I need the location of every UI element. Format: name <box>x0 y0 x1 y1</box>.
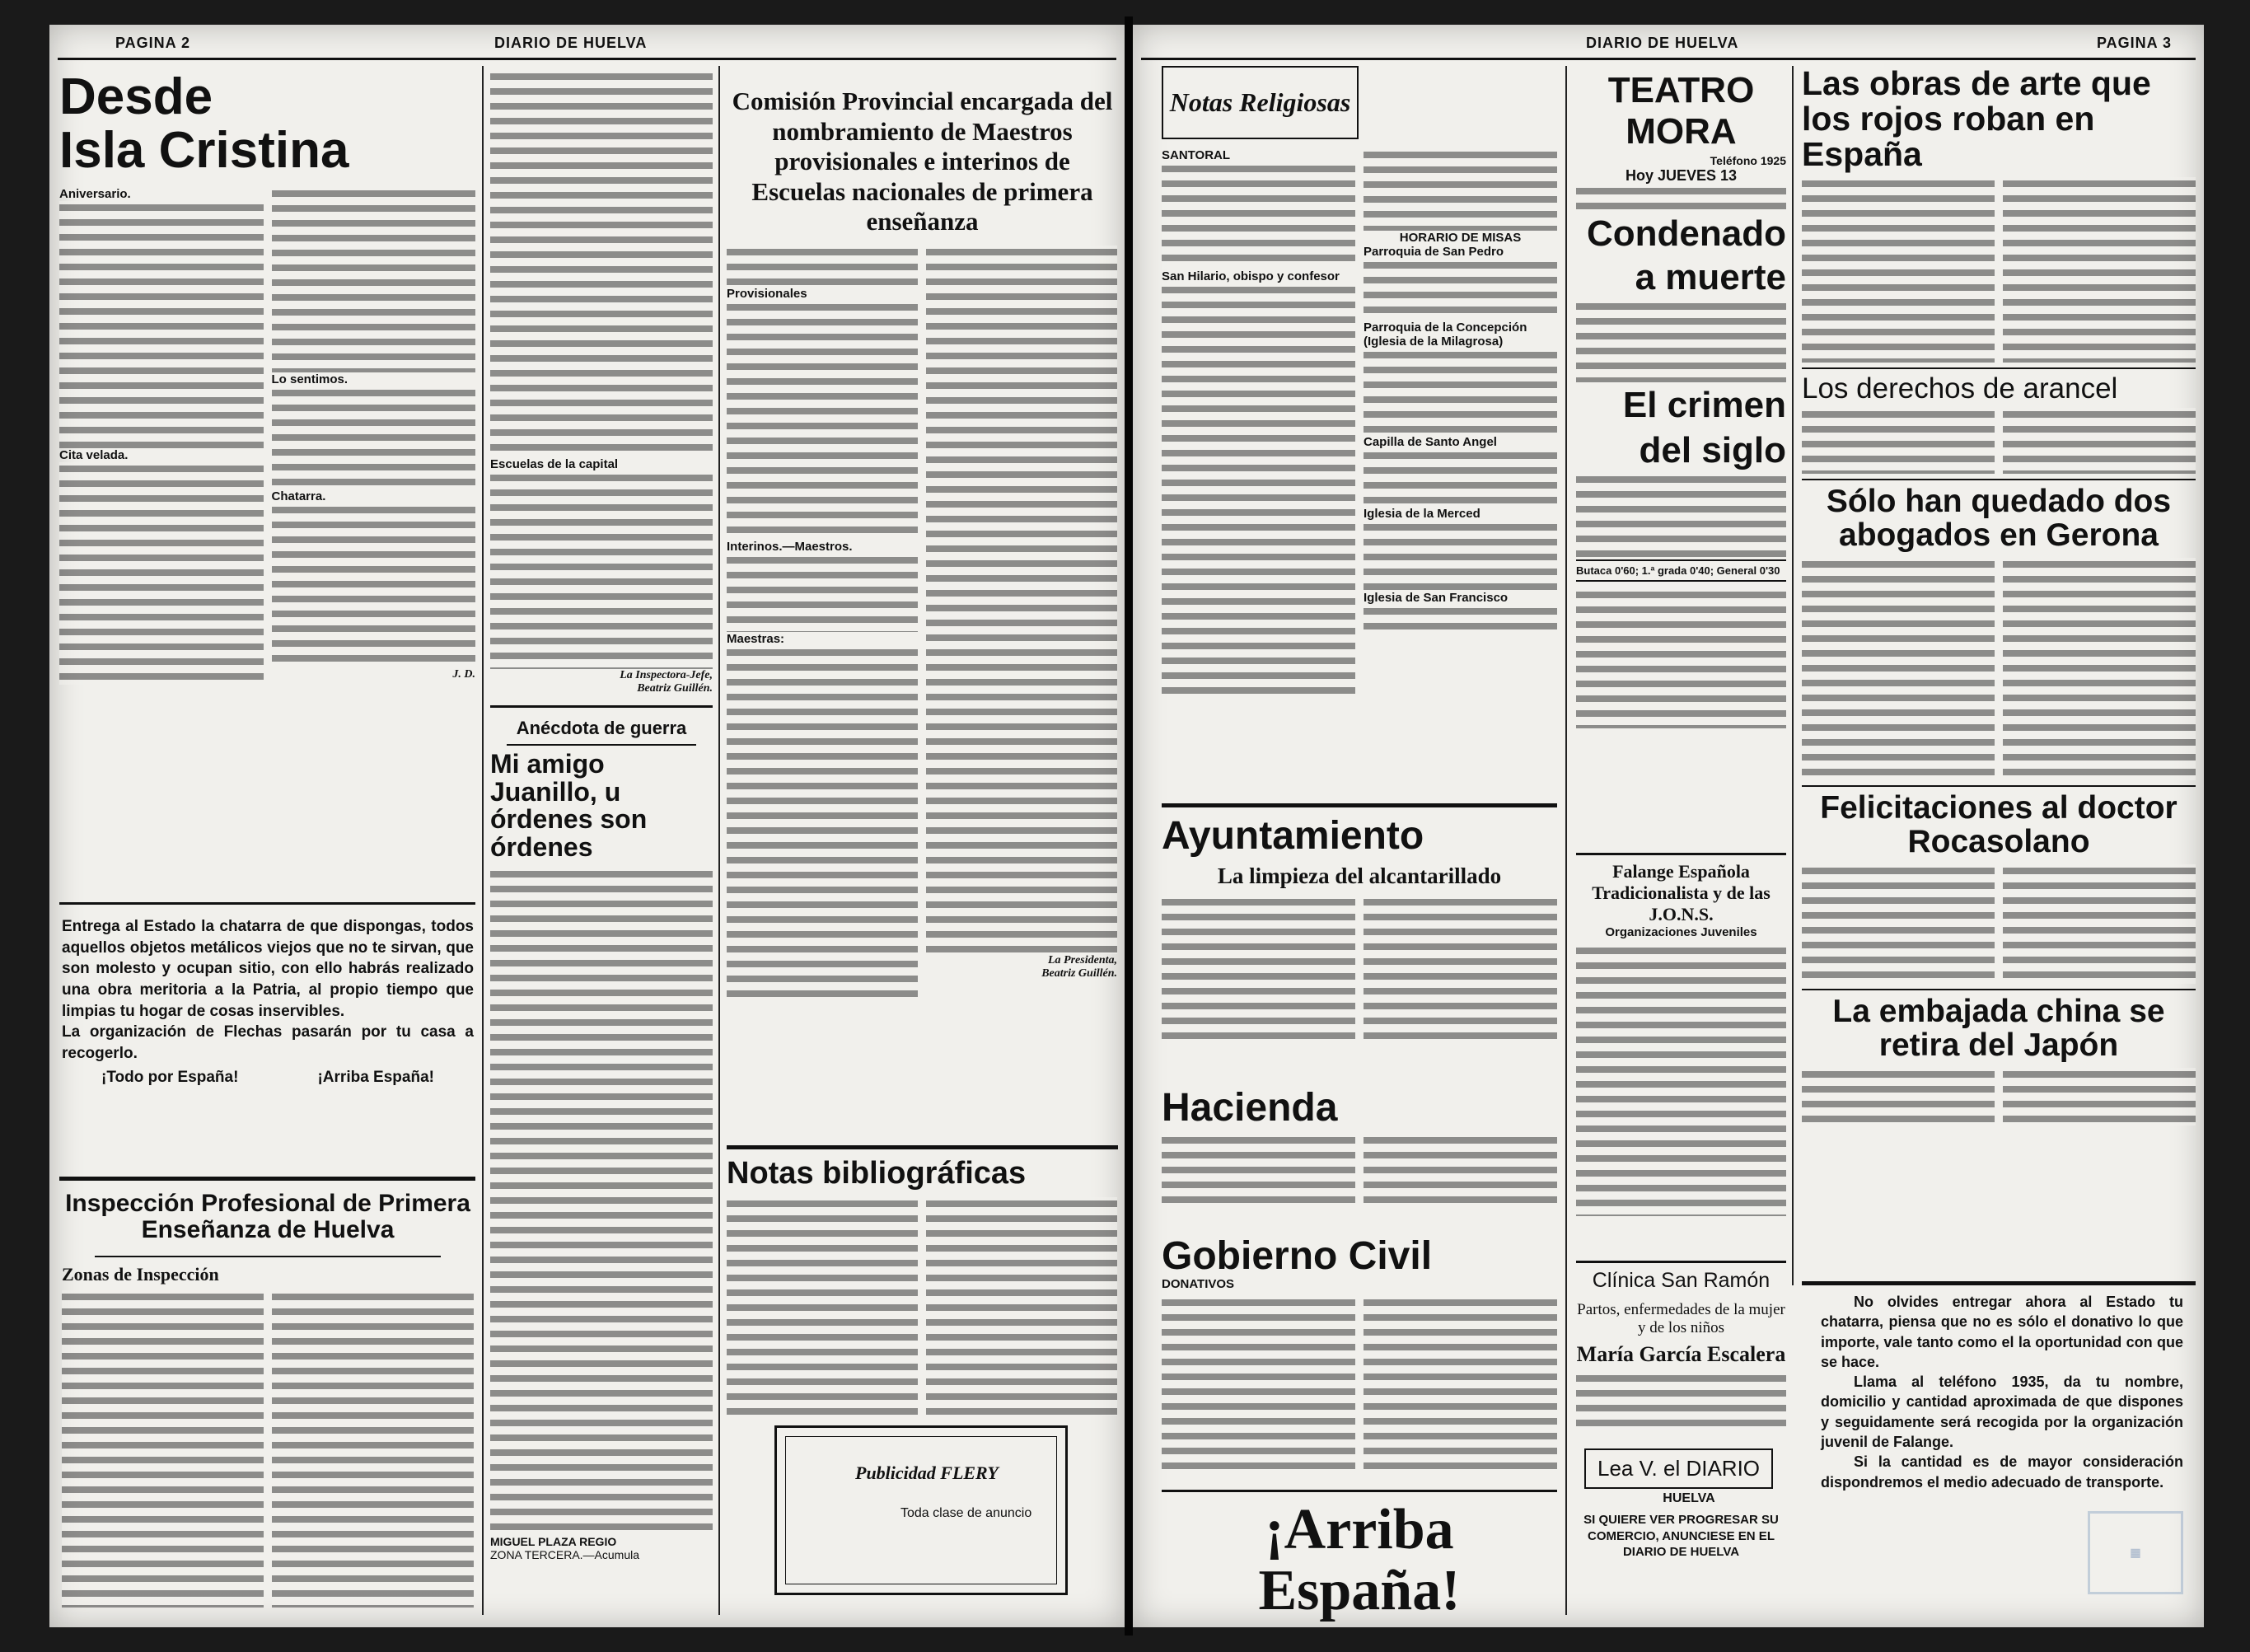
comision-provincial-article <box>727 87 1118 1000</box>
embajada-title: La embajada china se retira del Japón <box>1832 993 2165 1063</box>
film-crimen: El crimen del siglo <box>1622 384 1786 470</box>
text-block <box>1162 896 1355 1040</box>
text-block <box>727 1197 918 1416</box>
left-masthead: DIARIO DE HUELVA <box>494 35 648 51</box>
presidenta-name: Beatriz Guillén. <box>1041 966 1117 980</box>
text-block <box>1802 1068 1995 1126</box>
column-rule <box>482 66 484 1615</box>
text-block <box>1364 259 1557 321</box>
rule <box>1576 853 1786 855</box>
inspeccion-sub: Zonas de Inspección <box>62 1264 219 1285</box>
desde-sub-aniversario: Aniversario. <box>59 187 131 202</box>
text-block <box>1364 1134 1557 1204</box>
clinica-city-line <box>1627 1491 1751 1506</box>
text-block <box>727 246 918 287</box>
felicitaciones-title: Felicitaciones al doctor Rocasolano <box>1820 789 2177 859</box>
hacienda-article <box>1162 1088 1557 1204</box>
text-block <box>1364 349 1557 435</box>
top-rule <box>58 58 1116 60</box>
text-block <box>1576 473 1786 559</box>
rule <box>1802 785 2196 787</box>
chatarra-notice-body: Entrega al Estado la chatarra de que dispongas, todos aquellos objetos metálicos viejos que no te sirvan, que son molesto y ocupan sitio, con ello habrás realizado una obra meritoria a la Patria, al propio tiempo que limpias tu hogar de cosas inservibles. <box>62 918 474 1020</box>
text-block <box>727 554 918 632</box>
slogan-todo-por-espana: ¡Todo por España! <box>101 1069 239 1087</box>
rule <box>490 705 713 708</box>
horario-title: HORARIO DE MISAS <box>1399 231 1522 245</box>
flery-tagline: Toda clase de anuncio <box>900 1506 1032 1520</box>
chatarra-notice-right <box>1821 1292 2183 1492</box>
text-block <box>926 246 1117 954</box>
arriba-espana-text: ¡Arriba España! <box>1258 1498 1461 1622</box>
text-block <box>2003 177 2196 363</box>
desde-sub-lo-sentimos: Lo sentimos. <box>271 372 348 387</box>
chatarra2-line2: Llama al teléfono 1935, da tu nombre, domicilio y cantidad aproximada de que dispones y seguidamente será recogida por la organización juvenil de Falange. <box>1821 1374 2183 1451</box>
hacienda-title: Hacienda <box>1162 1086 1338 1130</box>
rule <box>1576 1261 1786 1263</box>
text-block <box>1364 896 1557 1040</box>
gobierno-civil-article <box>1162 1236 1557 1469</box>
rule <box>1802 989 2196 990</box>
capilla-santo-angel: Capilla de Santo Angel <box>1364 435 1497 449</box>
parish-concepcion: Parroquia de la Concepción (Iglesia de la Milagrosa) <box>1364 321 1527 349</box>
clinica-services: Partos, enfermedades de la mujer y de los niños <box>1577 1301 1785 1336</box>
text-block <box>1576 588 1786 728</box>
inspeccion-title: Inspección Profesional de Primera Enseñanza de Huelva <box>65 1190 470 1243</box>
obras-title: Las obras de arte que los rojos roban en España <box>1802 64 2151 174</box>
gobierno-title: Gobierno Civil <box>1162 1234 1433 1278</box>
desde-signature: J. D. <box>452 668 475 681</box>
zona-tercera-footer: ZONA TERCERA.—Acumula <box>490 1548 640 1562</box>
desde-sub-cita-velada: Cita velada. <box>59 448 129 463</box>
slogan-arriba-espana: ¡Arriba España! <box>317 1069 434 1087</box>
falange-title: Falange Española Tradicionalista y de las J.O.N.S. <box>1592 861 1771 924</box>
column-rule <box>718 66 720 1615</box>
iglesia-merced: Iglesia de la Merced <box>1364 507 1481 521</box>
inspectora-signature: La Inspectora-Jefe, <box>620 669 713 681</box>
maestras-sub: Maestras: <box>727 631 785 646</box>
film-condenado: Condenado a muerte <box>1587 213 1786 297</box>
text-block <box>1576 185 1786 213</box>
archive-watermark-logo: ▦ <box>2088 1511 2183 1594</box>
text-block <box>1802 408 1995 474</box>
anecdota-author: MIGUEL PLAZA REGIO <box>490 1535 617 1549</box>
santoral-column <box>1162 148 1355 695</box>
lea-diario-box <box>1584 1448 1773 1489</box>
rule <box>59 902 475 905</box>
notas-bibliograficas-article <box>727 1158 1118 1416</box>
rule <box>507 744 696 746</box>
right-folio: PAGINA 3 <box>2097 35 2173 51</box>
san-hilario-sub: San Hilario, obispo y confesor <box>1162 269 1340 283</box>
arriba-espana-banner <box>1162 1500 1557 1621</box>
rule <box>1802 367 2196 369</box>
desde-sub-chatarra: Chatarra. <box>271 489 326 504</box>
text-block <box>1364 1296 1557 1469</box>
donativos-sub: DONATIVOS <box>1162 1277 1235 1292</box>
page-gutter <box>1125 16 1133 1636</box>
text-block <box>1364 521 1557 591</box>
text-block <box>1802 864 1995 984</box>
teatro-prices: Butaca 0'60; 1.ª grada 0'40; General 0'30 <box>1576 559 1786 582</box>
abogados-title: Sólo han quedado dos abogados en Gerona <box>1826 483 2172 553</box>
rule <box>1162 803 1557 807</box>
chatarra2-body: No olvides entregar ahora al Estado tu chatarra, piensa que no es sólo el donativo lo que importe, vale tanto como el la oportunidad con que se hace. <box>1821 1294 2183 1370</box>
text-block <box>272 1290 474 1608</box>
text-block <box>59 201 264 448</box>
text-block <box>1364 605 1557 634</box>
text-block <box>727 646 918 1000</box>
desde-title-line2: Isla Cristina <box>59 122 349 180</box>
teatro-phone: Teléfono 1925 <box>1710 154 1786 167</box>
text-block <box>727 301 918 540</box>
left-page <box>49 25 1125 1627</box>
chatarra-notice-line2: La organización de Flechas pasarán por tu casa a recogerlo. <box>62 1023 474 1062</box>
text-block <box>490 471 713 669</box>
anecdota-title: Mi amigo Juanillo, u órdenes son órdenes <box>490 749 648 862</box>
rule <box>59 1177 475 1181</box>
desde-isla-cristina-article <box>59 70 475 685</box>
clinica-san-ramon-ad <box>1576 1269 1786 1434</box>
text-block <box>62 1290 264 1608</box>
parish-san-pedro: Parroquia de San Pedro <box>1364 245 1504 259</box>
rule <box>1162 1490 1557 1492</box>
right-page <box>1133 25 2204 1627</box>
text-block <box>1364 148 1557 231</box>
provisionales-sub: Provisionales <box>727 286 807 301</box>
falange-sub: Organizaciones Juveniles <box>1605 925 1757 939</box>
inspeccion-article <box>62 1191 474 1608</box>
iglesia-san-francisco: Iglesia de San Francisco <box>1364 591 1509 605</box>
anecdota-kicker: Anécdota de guerra <box>516 718 687 738</box>
suscripcion-text: SI QUIERE VER PROGRESAR SU COMERCIO, ANUNCIESE EN EL DIARIO DE HUELVA <box>1583 1513 1779 1559</box>
column-rule <box>1792 66 1794 1285</box>
news-column <box>1802 66 2196 1126</box>
text-block <box>1162 283 1355 695</box>
text-block <box>272 386 476 489</box>
teatro-name: TEATRO MORA <box>1607 70 1755 152</box>
text-block <box>1364 449 1557 507</box>
middle-column <box>490 70 713 1561</box>
notas-religiosas-logo <box>1162 66 1359 139</box>
chatarra2-line3: Si la cantidad es de mayor consideración dispondremos el medio adecuado de transporte. <box>1821 1453 2183 1491</box>
text-block <box>59 462 264 685</box>
text-block <box>1576 300 1786 382</box>
ayuntamiento-title: Ayuntamiento <box>1162 814 1424 858</box>
text-block <box>1802 558 1995 780</box>
text-block <box>2003 864 2196 984</box>
notas-title: Notas bibliográficas <box>727 1156 1027 1191</box>
clinica-doctor: María García Escalera <box>1576 1342 1786 1366</box>
flery-name: Publicidad FLERY <box>855 1462 999 1483</box>
text-block <box>926 1197 1117 1416</box>
text-block <box>1162 1296 1355 1469</box>
text-block <box>2003 1068 2196 1126</box>
escuelas-capital-sub: Escuelas de la capital <box>490 457 619 471</box>
text-block <box>1576 1372 1786 1434</box>
text-block <box>1162 1134 1355 1204</box>
ayuntamiento-subtitle: La limpieza del alcantarillado <box>1217 863 1502 889</box>
teatro-mora-ad <box>1576 70 1786 728</box>
desde-title-line1: Desde <box>59 68 213 125</box>
inspectora-name: Beatriz Guillén. <box>637 682 713 695</box>
text-block <box>1802 177 1995 363</box>
interinos-sub: Interinos.—Maestros. <box>727 539 853 554</box>
notas-religiosas-logo-text: Notas Religiosas <box>1169 87 1351 117</box>
right-masthead: DIARIO DE HUELVA <box>1586 35 1739 51</box>
text-block <box>2003 408 2196 474</box>
text-block <box>1162 162 1355 269</box>
publicidad-flery-ad <box>774 1425 1068 1595</box>
chatarra-notice <box>62 916 474 1088</box>
lea-diario-text: Lea V. el DIARIO <box>1597 1456 1761 1481</box>
rule <box>95 1256 441 1257</box>
clinica-city: HUELVA <box>1663 1491 1715 1505</box>
suscripcion-notice <box>1576 1512 1786 1561</box>
teatro-date: Hoy JUEVES 13 <box>1626 167 1738 184</box>
santoral-sub: SANTORAL <box>1162 148 1231 162</box>
comision-title: Comisión Provincial encargada del nombramiento de Maestros provisionales e interinos de Escuelas nacionales de primera enseñanza <box>732 87 1113 236</box>
left-folio: PAGINA 2 <box>115 35 191 51</box>
text-block <box>490 868 713 1535</box>
text-block <box>272 503 476 668</box>
horario-misas-column <box>1364 148 1557 634</box>
top-rule <box>1141 58 2196 60</box>
derechos-title: Los derechos de arancel <box>1802 372 2118 405</box>
text-block <box>1576 944 1786 1216</box>
rule <box>1802 479 2196 480</box>
clinica-name: Clínica San Ramón <box>1592 1269 1771 1292</box>
column-rule <box>1565 66 1567 1615</box>
presidenta-role: La Presidenta, <box>1048 953 1117 966</box>
rule <box>727 1145 1118 1149</box>
text-block <box>272 187 476 372</box>
falange-article <box>1576 861 1786 1216</box>
ayuntamiento-article <box>1162 816 1557 1040</box>
text-block <box>2003 558 2196 780</box>
rule <box>1802 1281 2196 1285</box>
text-block <box>490 70 713 457</box>
